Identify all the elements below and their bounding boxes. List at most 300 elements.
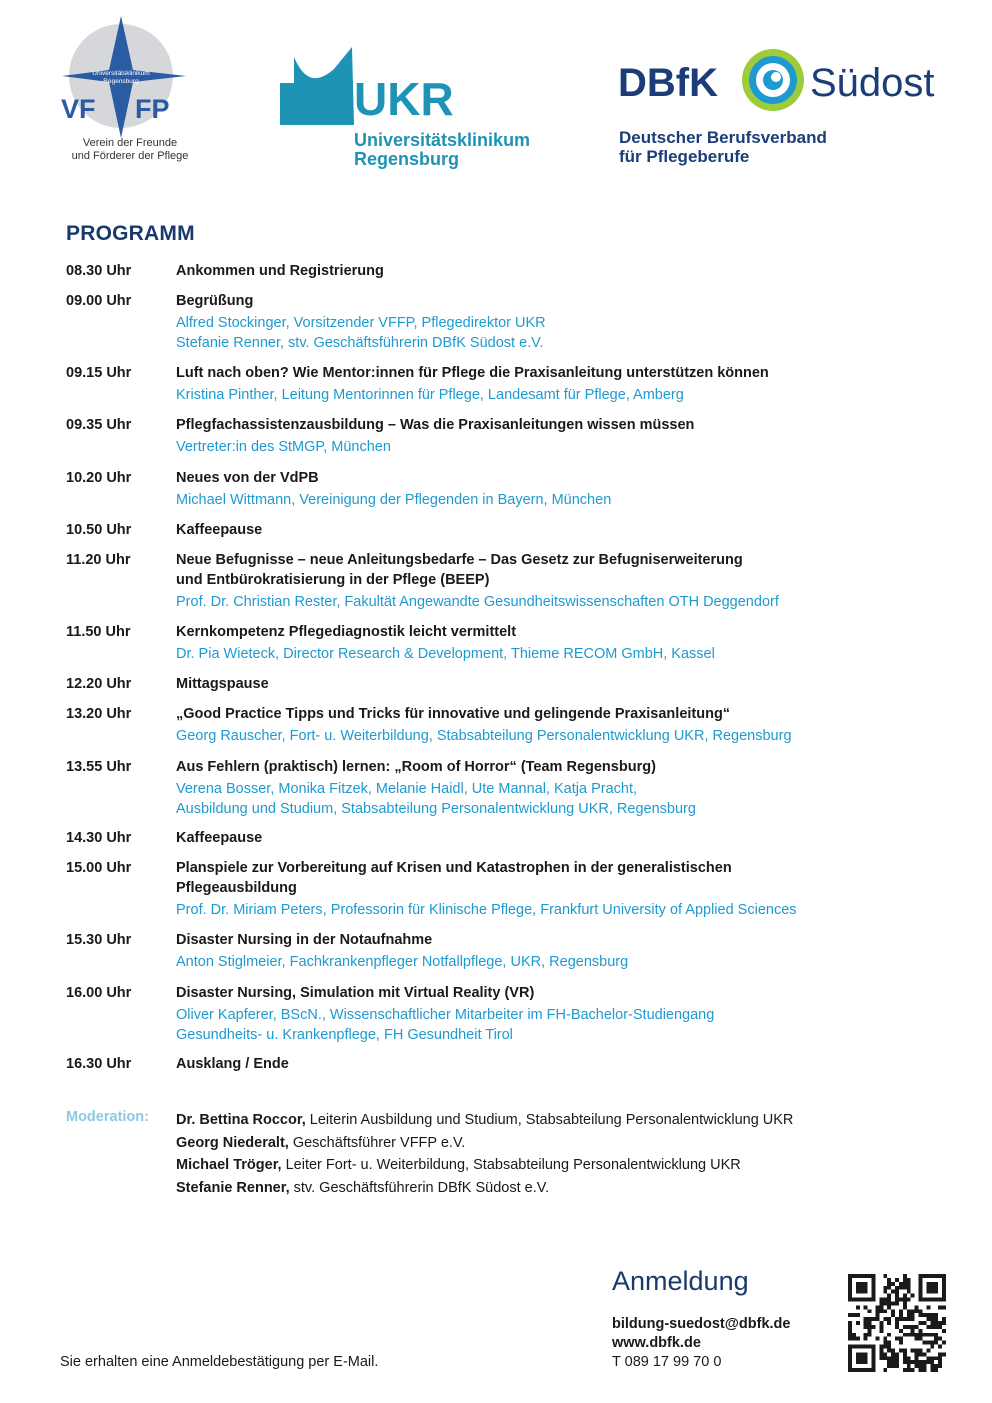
dbfk-subtitle-line: Deutscher Berufsverband — [619, 128, 827, 147]
registration-web-link[interactable]: www.dbfk.de — [612, 1335, 701, 1351]
qr-module — [934, 1313, 938, 1317]
program-time: 13.20 Uhr — [66, 706, 132, 722]
qr-module — [883, 1345, 887, 1349]
qr-module — [856, 1352, 868, 1364]
qr-module — [903, 1360, 907, 1364]
vffp-caption-line: Verein der Freunde — [82, 137, 178, 149]
qr-module — [907, 1282, 911, 1286]
program-time: 15.00 Uhr — [66, 860, 132, 876]
qr-module — [883, 1341, 887, 1345]
program-body — [176, 704, 946, 746]
ukr-wave-icon — [280, 47, 354, 125]
dbfk-subtitle — [619, 128, 827, 166]
qr-module — [864, 1321, 868, 1325]
qr-module — [852, 1313, 856, 1317]
qr-module — [899, 1298, 903, 1302]
qr-module — [903, 1368, 907, 1372]
qr-module — [922, 1368, 926, 1372]
program-time: 15.30 Uhr — [66, 932, 132, 948]
moderator-name: Dr. Bettina Roccor, — [176, 1112, 306, 1128]
moderator-name: Michael Tröger, — [176, 1157, 282, 1173]
qr-module — [907, 1309, 911, 1313]
moderator-name: Stefanie Renner, — [176, 1179, 290, 1196]
qr-module — [934, 1356, 938, 1360]
qr-module — [915, 1356, 919, 1360]
qr-module — [868, 1325, 872, 1329]
qr-module — [919, 1360, 923, 1364]
program-speaker: Anton Stiglmeier, Fachkrankenpfleger Notfallpflege, UKR, Regensburg — [176, 954, 629, 970]
qr-module — [942, 1352, 946, 1356]
qr-module — [926, 1341, 930, 1345]
program-item-title: Luft nach oben? Wie Mentor:innen für Pflege die Praxisanleitung unterstützen können — [176, 365, 769, 381]
qr-module — [891, 1282, 895, 1286]
qr-module — [938, 1321, 942, 1325]
qr-module — [919, 1348, 923, 1352]
qr-module — [879, 1348, 883, 1352]
qr-module — [915, 1305, 919, 1309]
program-speaker: Verena Bosser, Monika Fitzek, Melanie Haidl, Ute Mannal, Katja Pracht, — [176, 781, 637, 797]
qr-module — [930, 1321, 934, 1325]
qr-module — [919, 1368, 923, 1372]
qr-module — [903, 1317, 907, 1321]
qr-module — [848, 1321, 852, 1325]
qr-module — [895, 1317, 899, 1321]
vffp-caption-line: und Förderer der Pflege — [71, 150, 189, 162]
qr-module — [868, 1329, 872, 1333]
qr-module — [895, 1325, 899, 1329]
registration-contact — [612, 1315, 790, 1372]
qr-module — [864, 1333, 868, 1337]
qr-module — [887, 1356, 891, 1360]
qr-module — [934, 1368, 938, 1372]
qr-module — [903, 1298, 907, 1302]
qr-module — [887, 1298, 891, 1302]
qr-module — [915, 1364, 919, 1368]
program-time: 16.00 Uhr — [66, 985, 132, 1001]
moderator-role: stv. Geschäftsführerin DBfK Südost e.V. — [293, 1179, 550, 1196]
qr-module — [903, 1352, 907, 1356]
qr-module — [938, 1305, 942, 1309]
program-title: PROGRAMM — [66, 222, 195, 245]
qr-module — [887, 1286, 891, 1290]
qr-module — [930, 1356, 934, 1360]
qr-module — [848, 1313, 852, 1317]
qr-module — [915, 1352, 919, 1356]
qr-module — [922, 1364, 926, 1368]
program-speaker: Alfred Stockinger, Vorsitzender VFFP, Pflegedirektor UKR — [176, 315, 546, 331]
moderator-name: Georg Niederalt, — [176, 1134, 289, 1151]
program-body — [176, 1054, 946, 1074]
qr-module — [907, 1317, 911, 1321]
vffp-emblem-line2: Regensburg — [103, 78, 139, 85]
moderator — [176, 1109, 793, 1132]
qr-module — [903, 1282, 907, 1286]
qr-module — [930, 1317, 934, 1321]
qr-module — [926, 1317, 930, 1321]
qr-module — [891, 1356, 895, 1360]
program-time: 16.30 Uhr — [66, 1056, 132, 1072]
program-time: 09.35 Uhr — [66, 417, 132, 433]
qr-module — [930, 1325, 934, 1329]
qr-module — [899, 1329, 903, 1333]
ukr-name — [354, 131, 530, 169]
program-item-title: Aus Fehlern (praktisch) lernen: „Room of Horror“ (Team Regensburg) — [176, 759, 656, 775]
qr-module — [879, 1309, 883, 1313]
qr-module — [883, 1356, 887, 1360]
moderation-label: Moderation: — [66, 1109, 149, 1125]
program-time: 08.30 Uhr — [66, 263, 132, 279]
qr-module — [915, 1337, 919, 1341]
qr-module — [856, 1313, 860, 1317]
program-body — [176, 415, 946, 457]
program-body — [176, 520, 946, 540]
qr-module — [895, 1301, 899, 1305]
qr-module — [864, 1317, 868, 1321]
moderator-role: Leiter Fort- u. Weiterbildung, Stabsabteilung Personalentwicklung UKR — [285, 1157, 741, 1173]
qr-module — [903, 1348, 907, 1352]
qr-module — [887, 1348, 891, 1352]
qr-module — [848, 1333, 852, 1337]
qr-module — [919, 1333, 923, 1337]
program-speaker: Ausbildung und Studium, Stabsabteilung Personalentwicklung UKR, Regensburg — [176, 801, 696, 817]
qr-module — [915, 1348, 919, 1352]
qr-module — [926, 1282, 938, 1294]
program-time: 11.20 Uhr — [66, 552, 131, 568]
qr-module — [883, 1274, 887, 1278]
program-body — [176, 363, 946, 405]
qr-code-icon[interactable] — [848, 1274, 946, 1372]
program-speaker: Vertreter:in des StMGP, München — [176, 439, 391, 455]
qr-module — [922, 1333, 926, 1337]
qr-module — [903, 1305, 907, 1309]
qr-module — [883, 1317, 887, 1321]
qr-module — [934, 1364, 938, 1368]
qr-module — [872, 1317, 876, 1321]
qr-module — [922, 1341, 926, 1345]
qr-module — [911, 1313, 915, 1317]
qr-module — [926, 1333, 930, 1337]
program-time: 12.20 Uhr — [66, 676, 132, 692]
qr-module — [915, 1325, 919, 1329]
qr-module — [938, 1352, 942, 1356]
qr-module — [907, 1286, 911, 1290]
qr-module — [934, 1337, 938, 1341]
qr-module — [891, 1301, 895, 1305]
program-item-title: Ausklang / Ende — [176, 1056, 289, 1072]
qr-module — [879, 1321, 883, 1325]
program-body — [176, 261, 946, 281]
qr-module — [938, 1364, 942, 1368]
qr-module — [930, 1341, 934, 1345]
qr-module — [899, 1309, 903, 1313]
qr-module — [922, 1321, 926, 1325]
qr-module — [887, 1360, 891, 1364]
registration-title: Anmeldung — [612, 1266, 749, 1296]
qr-module — [930, 1368, 934, 1372]
qr-module — [926, 1313, 930, 1317]
qr-module — [903, 1333, 907, 1337]
qr-module — [852, 1333, 856, 1337]
qr-module — [942, 1341, 946, 1345]
qr-module — [907, 1368, 911, 1372]
qr-module — [938, 1325, 942, 1329]
qr-module — [875, 1305, 879, 1309]
qr-module — [868, 1317, 872, 1321]
qr-module — [895, 1356, 899, 1360]
qr-module — [872, 1325, 876, 1329]
qr-module — [875, 1309, 879, 1313]
qr-module — [922, 1313, 926, 1317]
qr-module — [895, 1294, 899, 1298]
qr-module — [926, 1360, 930, 1364]
program-item-title: Pflegfachassistenzausbildung – Was die Praxisanleitungen wissen müssen — [176, 417, 695, 433]
qr-module — [942, 1329, 946, 1333]
qr-module — [926, 1356, 930, 1360]
qr-module — [879, 1356, 883, 1360]
qr-module — [856, 1305, 860, 1309]
qr-module — [899, 1313, 903, 1317]
qr-module — [895, 1352, 899, 1356]
program-item-title: Disaster Nursing in der Notaufnahme — [176, 932, 433, 948]
program-body — [176, 930, 946, 972]
qr-module — [899, 1337, 903, 1341]
program-item-title: Mittagspause — [176, 676, 269, 692]
qr-module — [903, 1294, 907, 1298]
qr-module — [883, 1301, 887, 1305]
qr-module — [891, 1309, 895, 1313]
program-item-title: Neues von der VdPB — [176, 470, 319, 486]
program-speaker: Georg Rauscher, Fort- u. Weiterbildung, Stabsabteilung Personalentwicklung UKR, Regensburg — [176, 728, 792, 744]
qr-module — [934, 1321, 938, 1325]
qr-module — [942, 1321, 946, 1325]
ukr-name-line: Universitätsklinikum — [354, 130, 531, 150]
qr-module — [879, 1329, 883, 1333]
program-body — [176, 622, 946, 664]
qr-module — [919, 1329, 923, 1333]
qr-module — [879, 1325, 883, 1329]
qr-module — [938, 1356, 942, 1360]
qr-module — [887, 1317, 891, 1321]
qr-module — [926, 1348, 930, 1352]
qr-module — [887, 1364, 891, 1368]
program-time: 11.50 Uhr — [66, 624, 131, 640]
program-item-title: Kernkompetenz Pflegediagnostik leicht vermittelt — [176, 624, 517, 640]
vffp-caption — [50, 137, 210, 163]
qr-module — [891, 1313, 895, 1317]
moderator-role: Leiterin Ausbildung und Studium, Stabsabteilung Personalentwicklung UKR — [309, 1112, 794, 1128]
qr-module — [895, 1286, 899, 1290]
program-time: 09.15 Uhr — [66, 365, 132, 381]
qr-module — [864, 1337, 868, 1341]
program-speaker: Prof. Dr. Christian Rester, Fakultät Angewandte Gesundheitswissenschaften OTH Deggendorf — [176, 594, 779, 610]
qr-module — [879, 1298, 883, 1302]
qr-module — [930, 1364, 934, 1368]
qr-module — [887, 1321, 891, 1325]
program-item-title: Begrüßung — [176, 293, 254, 309]
qr-module — [895, 1298, 899, 1302]
qr-module — [903, 1278, 907, 1282]
qr-module — [891, 1364, 895, 1368]
qr-module — [926, 1305, 930, 1309]
qr-module — [887, 1294, 891, 1298]
vffp-letters-left: VF — [61, 94, 96, 124]
qr-module — [895, 1360, 899, 1364]
qr-module — [864, 1305, 868, 1309]
qr-module — [911, 1325, 915, 1329]
qr-module — [930, 1360, 934, 1364]
qr-module — [899, 1317, 903, 1321]
qr-module — [911, 1348, 915, 1352]
qr-module — [938, 1345, 942, 1349]
qr-module — [942, 1305, 946, 1309]
qr-module — [919, 1321, 923, 1325]
registration-confirmation: Sie erhalten eine Anmeldebestätigung per E-Mail. — [60, 1354, 379, 1370]
qr-module — [891, 1290, 895, 1294]
qr-module — [903, 1325, 907, 1329]
qr-module — [907, 1313, 911, 1317]
qr-module — [864, 1325, 868, 1329]
qr-module — [919, 1352, 923, 1356]
registration-email-link[interactable]: bildung-suedost@dbfk.de — [612, 1316, 791, 1332]
qr-module — [930, 1345, 934, 1349]
qr-module — [879, 1345, 883, 1349]
qr-module — [938, 1337, 942, 1341]
qr-module — [887, 1333, 891, 1337]
qr-module — [879, 1301, 883, 1305]
program-item-title: Planspiele zur Vorbereitung auf Krisen und Katastrophen in der generalistischen — [176, 860, 732, 876]
qr-module — [911, 1368, 915, 1372]
qr-module — [934, 1341, 938, 1345]
qr-module — [907, 1333, 911, 1337]
qr-module — [868, 1309, 872, 1313]
qr-module — [868, 1333, 872, 1337]
qr-module — [868, 1321, 872, 1325]
qr-module — [883, 1368, 887, 1372]
qr-module — [848, 1329, 852, 1333]
qr-module — [895, 1337, 899, 1341]
qr-module — [887, 1278, 891, 1282]
program-speaker: Michael Wittmann, Vereinigung der Pflegenden in Bayern, München — [176, 492, 612, 508]
qr-module — [903, 1356, 907, 1360]
moderation-list — [176, 1109, 793, 1199]
program-speaker: Stefanie Renner, stv. Geschäftsführerin DBfK Südost e.V. — [176, 335, 544, 351]
qr-module — [919, 1364, 923, 1368]
program-item-title: Disaster Nursing, Simulation mit Virtual Reality (VR) — [176, 985, 535, 1001]
dbfk-subtitle-line: für Pflegeberufe — [619, 147, 750, 166]
program-item-title: Kaffeepause — [176, 830, 263, 846]
program-body — [176, 858, 946, 920]
qr-module — [907, 1298, 911, 1302]
qr-module — [907, 1278, 911, 1282]
program-speaker: Gesundheits- u. Krankenpflege, FH Gesundheit Tirol — [176, 1027, 513, 1043]
program-item-title: „Good Practice Tipps und Tricks für innovative und gelingende Praxisanleitung“ — [176, 706, 731, 722]
dbfk-ring-dot-icon — [771, 72, 781, 82]
vffp-emblem-line1: Universitätsklinikum — [92, 70, 150, 77]
qr-module — [879, 1352, 883, 1356]
qr-module — [899, 1348, 903, 1352]
qr-module — [895, 1364, 899, 1368]
program-speaker: Prof. Dr. Miriam Peters, Professorin für Klinische Pflege, Frankfurt University of Applied Sciences — [176, 902, 797, 918]
registration-phone: T 089 17 99 70 0 — [612, 1354, 722, 1370]
ukr-wordmark: UKR — [354, 73, 454, 125]
program-time: 09.00 Uhr — [66, 293, 132, 309]
qr-module — [911, 1317, 915, 1321]
qr-module — [911, 1294, 915, 1298]
qr-module — [891, 1348, 895, 1352]
qr-module — [911, 1329, 915, 1333]
program-item-title: Pflegeausbildung — [176, 880, 297, 896]
program-body — [176, 828, 946, 848]
qr-module — [915, 1333, 919, 1337]
qr-module — [887, 1341, 891, 1345]
moderator — [176, 1132, 793, 1155]
qr-module — [895, 1290, 899, 1294]
program-body — [176, 757, 946, 819]
dbfk-wordmark-left: DBfK — [618, 61, 718, 105]
moderator — [176, 1177, 793, 1200]
dbfk-wordmark-right: Südost — [810, 61, 935, 105]
qr-module — [891, 1352, 895, 1356]
program-body — [176, 674, 946, 694]
program-item-title: Ankommen und Registrierung — [176, 263, 384, 279]
qr-module — [875, 1337, 879, 1341]
qr-module — [919, 1313, 923, 1317]
program-time: 10.50 Uhr — [66, 522, 132, 538]
ukr-name-line: Regensburg — [354, 149, 460, 169]
qr-module — [887, 1282, 891, 1286]
qr-module — [875, 1313, 879, 1317]
vffp-letters-right: FP — [135, 94, 170, 124]
qr-module — [934, 1333, 938, 1337]
qr-module — [895, 1321, 899, 1325]
qr-module — [919, 1337, 923, 1341]
qr-module — [883, 1290, 887, 1294]
program-speaker: Kristina Pinther, Leitung Mentorinnen für Pflege, Landesamt für Pflege, Amberg — [176, 387, 684, 403]
qr-module — [899, 1286, 903, 1290]
qr-module — [903, 1286, 907, 1290]
moderator — [176, 1154, 793, 1177]
qr-module — [922, 1352, 926, 1356]
program-time: 14.30 Uhr — [66, 830, 132, 846]
qr-module — [883, 1337, 887, 1341]
qr-module — [856, 1321, 860, 1325]
qr-module — [883, 1309, 887, 1313]
qr-module — [856, 1282, 868, 1294]
qr-module — [883, 1352, 887, 1356]
qr-module — [907, 1364, 911, 1368]
qr-module — [903, 1274, 907, 1278]
qr-module — [934, 1317, 938, 1321]
qr-module — [911, 1309, 915, 1313]
program-speaker: Oliver Kapferer, BScN., Wissenschaftlicher Mitarbeiter im FH-Bachelor-Studiengang — [176, 1007, 715, 1023]
qr-module — [852, 1337, 856, 1341]
qr-module — [883, 1286, 887, 1290]
qr-module — [887, 1345, 891, 1349]
qr-module — [919, 1309, 923, 1313]
qr-module — [903, 1301, 907, 1305]
program-body — [176, 550, 946, 612]
qr-module — [887, 1305, 891, 1309]
qr-module — [899, 1341, 903, 1345]
qr-module — [930, 1313, 934, 1317]
moderator-role: Geschäftsführer VFFP e.V. — [292, 1134, 466, 1151]
program-item-title: und Entbürokratisierung in der Pflege (BEEP) — [176, 572, 490, 588]
qr-module — [848, 1337, 852, 1341]
qr-module — [907, 1360, 911, 1364]
qr-module — [856, 1337, 860, 1341]
program-time: 10.20 Uhr — [66, 470, 132, 486]
qr-module — [938, 1360, 942, 1364]
